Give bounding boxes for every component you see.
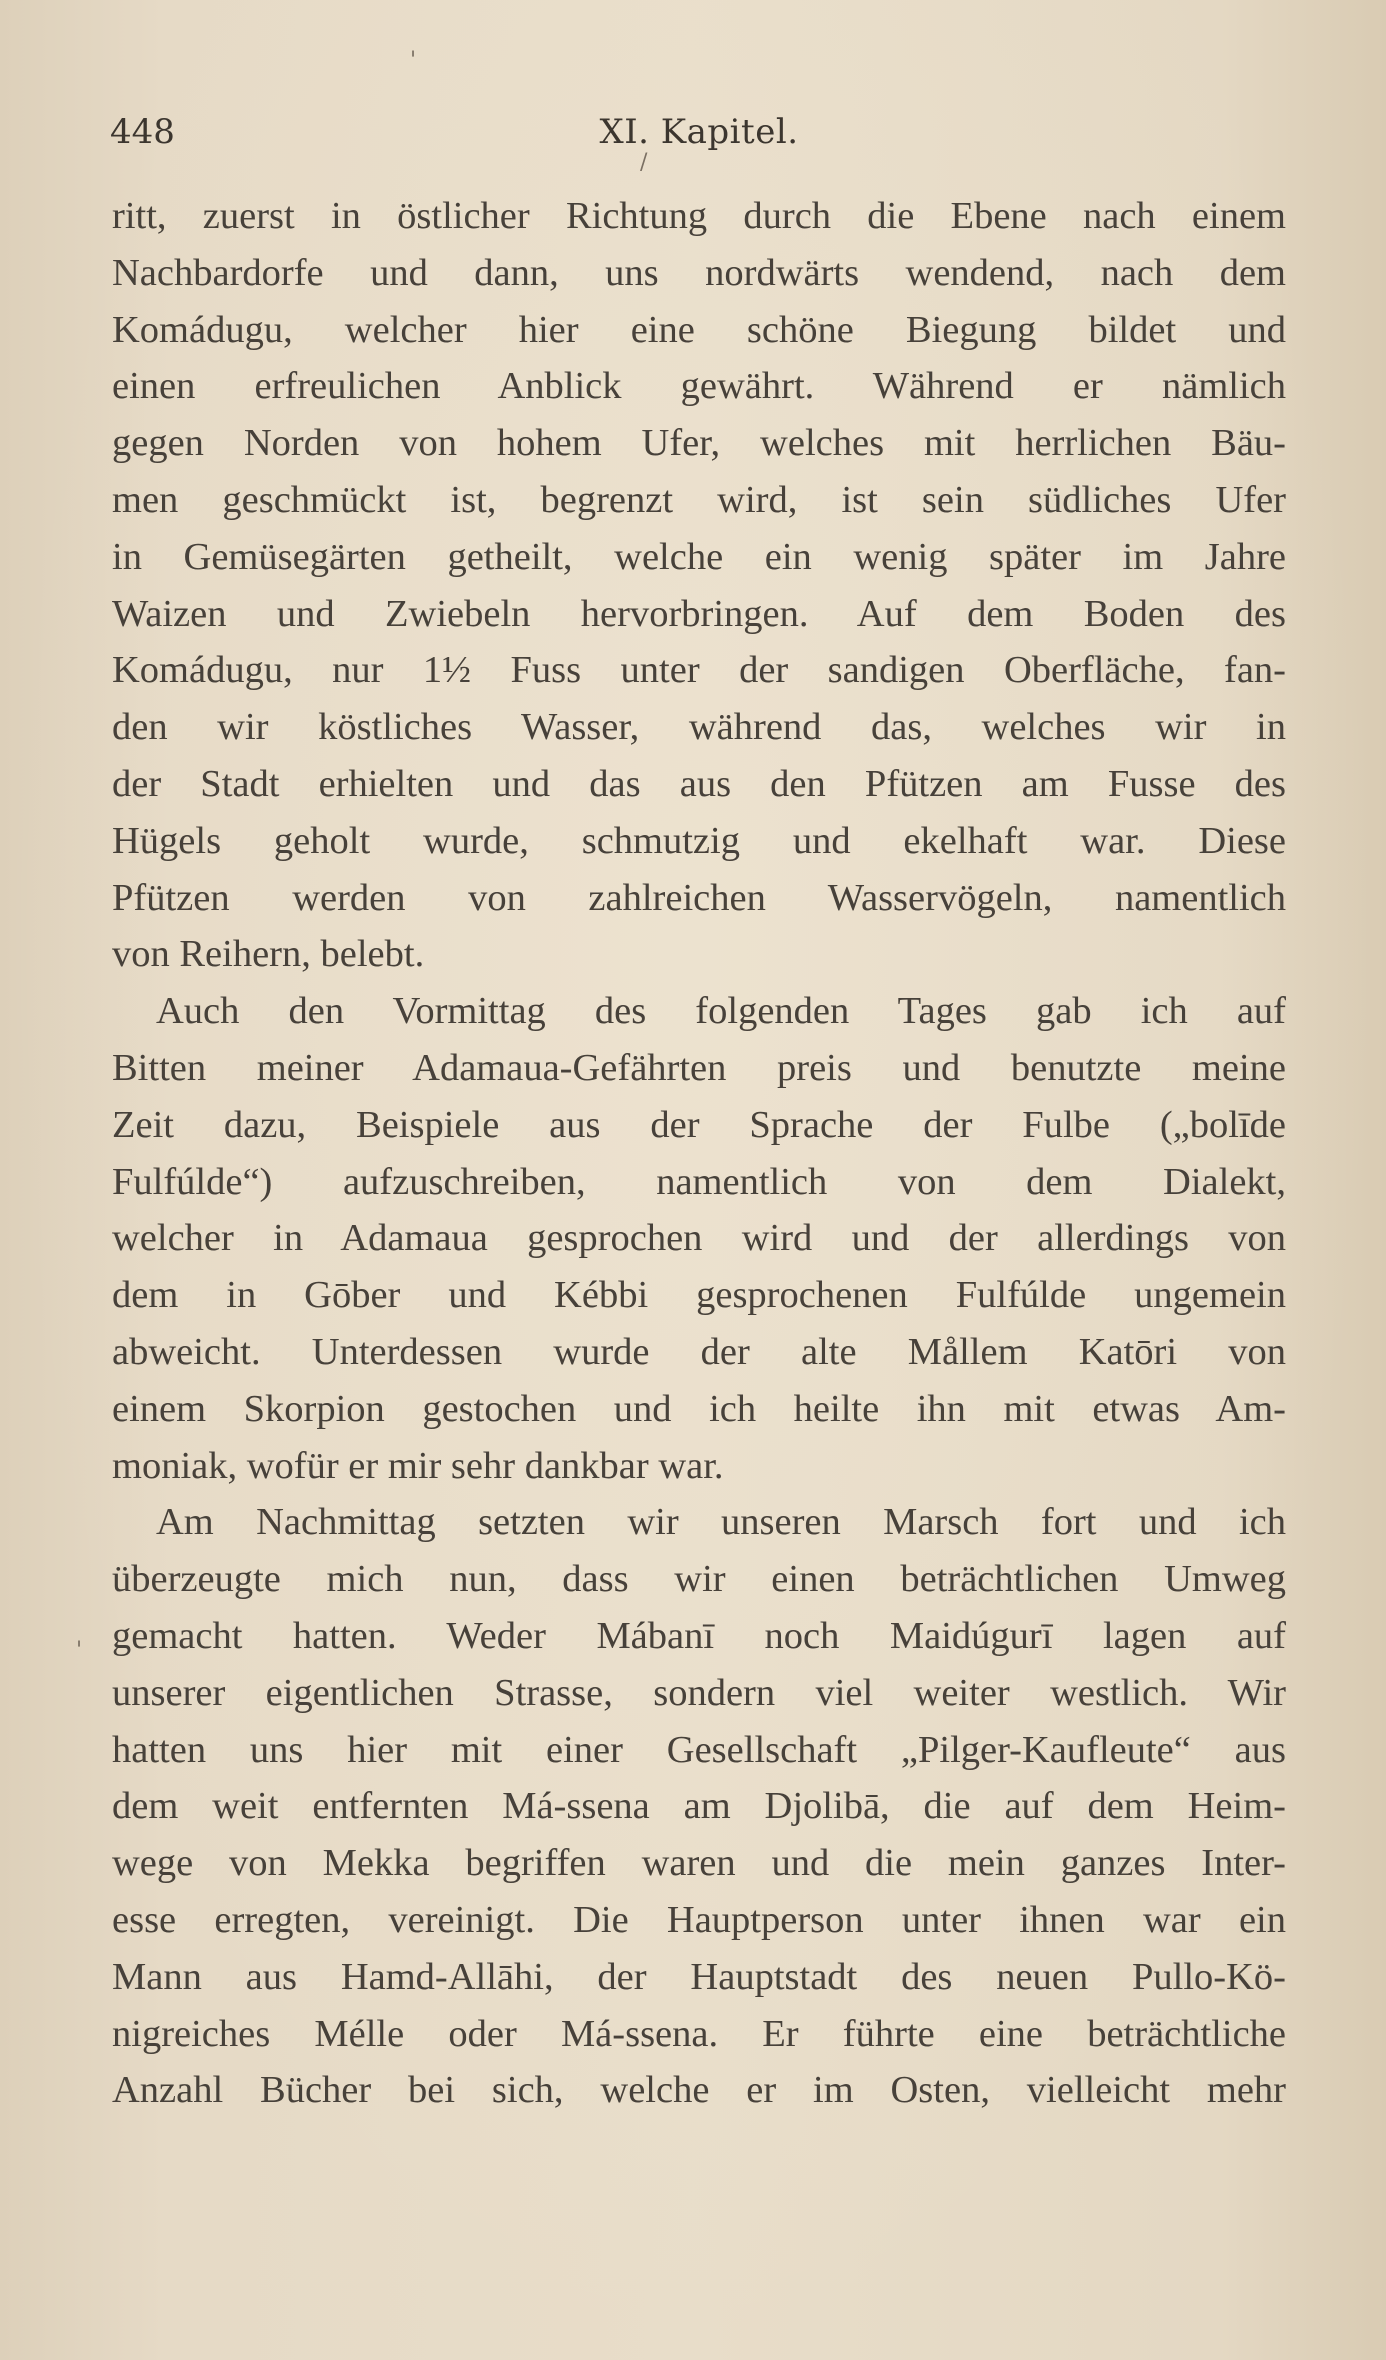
running-title: XI. Kapitel. <box>599 112 799 152</box>
text-line: Komádugu, nur 1½ Fuss unter der sandigen Oberfläche, fan- <box>112 649 1286 692</box>
text-line: in Gemüsegärten getheilt, welche ein wenig später im Jahre <box>112 535 1286 578</box>
text-line: ritt, zuerst in östlicher Richtung durch die Ebene nach einem <box>112 195 1286 237</box>
text-line: gegen Norden von hohem Ufer, welches mit herrlichen Bäu- <box>112 422 1286 465</box>
text-line: wege von Mekka begriffen waren und die mein ganzes Inter- <box>112 1842 1286 1885</box>
text-line: esse erregten, vereinigt. Die Hauptperson unter ihnen war ein <box>112 1898 1286 1941</box>
text-line: dem in Gōber und Kébbi gesprochenen Fulfúlde ungemein <box>112 1274 1286 1317</box>
text-line: Waizen und Zwiebeln hervorbringen. Auf dem Boden des <box>112 592 1286 635</box>
text-line: Pfützen werden von zahlreichen Wasservögeln, namentlich <box>112 876 1286 919</box>
text-line: gemacht hatten. Weder Mábanī noch Maidúgurī lagen auf <box>112 1614 1286 1657</box>
text-line: unserer eigentlichen Strasse, sondern viel weiter westlich. Wir <box>112 1671 1286 1714</box>
text-line: von Reihern, belebt. <box>112 933 425 976</box>
text-line: Hügels geholt wurde, schmutzig und ekelhaft war. Diese <box>112 819 1286 862</box>
text-line: einem Skorpion gestochen und ich heilte ihn mit etwas Am- <box>112 1387 1286 1430</box>
text-line: moniak, wofür er mir sehr dankbar war. <box>112 1444 724 1487</box>
body-text <box>112 188 1286 2119</box>
text-line: Zeit dazu, Beispiele aus der Sprache der Fulbe („bolīde <box>112 1103 1286 1146</box>
text-line: Bitten meiner Adamaua-Gefährten preis und benutzte meine <box>112 1046 1286 1089</box>
text-line: Anzahl Bücher bei sich, welche er im Osten, vielleicht mehr <box>112 2069 1286 2112</box>
text-line: überzeugte mich nun, dass wir einen beträchtlichen Umweg <box>112 1558 1286 1601</box>
text-line: hatten uns hier mit einer Gesellschaft „Pilger-Kaufleute“ aus <box>112 1728 1286 1771</box>
speck-mark: / <box>640 150 648 175</box>
text-line: Auch den Vormittag des folgenden Tages gab ich auf <box>156 990 1286 1033</box>
text-line: Fulfúlde“) aufzuschreiben, namentlich von dem Dialekt, <box>112 1160 1286 1203</box>
text-line: den wir köstliches Wasser, während das, welches wir in <box>112 706 1286 749</box>
text-line: der Stadt erhielten und das aus den Pfützen am Fusse des <box>112 762 1286 805</box>
text-line: welcher in Adamaua gesprochen wird und der allerdings von <box>112 1217 1286 1260</box>
text-line: Am Nachmittag setzten wir unseren Marsch fort und ich <box>156 1501 1286 1544</box>
text-line: Nachbardorfe und dann, uns nordwärts wendend, nach dem <box>112 251 1286 294</box>
page-number: 448 <box>110 112 175 152</box>
text-line: Komádugu, welcher hier eine schöne Biegung bildet und <box>112 308 1286 351</box>
text-line: abweicht. Unterdessen wurde der alte Mållem Katōri von <box>112 1330 1286 1373</box>
text-line: nigreiches Mélle oder Má-ssena. Er führte eine beträchtliche <box>112 2012 1286 2055</box>
speck-mark: ' <box>76 1638 83 1663</box>
page-header <box>110 112 1288 162</box>
speck-mark: ' <box>410 48 417 73</box>
text-line: Mann aus Hamd-Allāhi, der Hauptstadt des neuen Pullo-Kö- <box>112 1955 1286 1998</box>
text-line: dem weit entfernten Má-ssena am Djolibā, die auf dem Heim- <box>112 1785 1286 1828</box>
text-line: einen erfreulichen Anblick gewährt. Während er nämlich <box>112 365 1286 408</box>
text-line: men geschmückt ist, begrenzt wird, ist sein südliches Ufer <box>112 478 1286 521</box>
